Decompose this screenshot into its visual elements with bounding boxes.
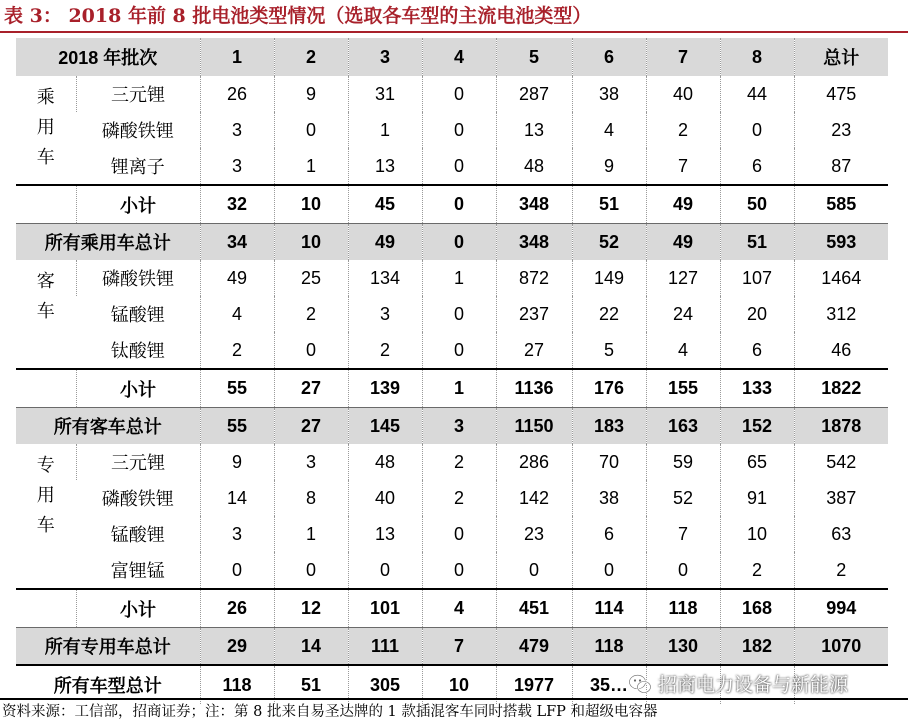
value-cell: 312 (794, 296, 888, 332)
category-label (16, 444, 76, 589)
battery-type-label: 磷酸铁锂 (101, 489, 174, 509)
value-cell: 55 (200, 408, 274, 445)
category-label (16, 76, 76, 185)
value-cell: 1822 (794, 369, 888, 408)
battery-type-label: 锰酸锂 (110, 305, 165, 325)
value-cell: 3 (274, 444, 348, 480)
table-row (16, 552, 888, 589)
battery-type-label: 磷酸铁锂 (101, 121, 174, 141)
category-total-row-label: 所有乘用车总计 (16, 224, 200, 261)
value-cell: 145 (348, 408, 422, 445)
value-cell: 286 (496, 444, 572, 480)
value-cell: 0 (422, 332, 496, 369)
value-cell: 23 (496, 516, 572, 552)
value-cell: 872 (496, 260, 572, 296)
category-label (16, 260, 76, 369)
value-cell: 27 (496, 332, 572, 369)
value-cell: 23 (794, 112, 888, 148)
value-cell: 451 (496, 589, 572, 628)
table-row (16, 112, 888, 148)
value-cell: 155 (646, 369, 720, 408)
table-row (16, 444, 888, 480)
value-cell: 4 (422, 589, 496, 628)
value-cell: 3 (348, 296, 422, 332)
battery-type-label: 富锂锰 (110, 561, 165, 581)
value-cell: 348 (496, 185, 572, 224)
value-cell: 35… (572, 665, 646, 704)
source-note: 资料来源：工信部，招商证券；注：第 8 批来自易圣达牌的 1 款插混客车同时搭载 LFP 和超级电容器 (2, 704, 658, 720)
value-cell: 65 (720, 444, 794, 480)
value-cell: 0 (348, 552, 422, 589)
value-cell: 4 (200, 296, 274, 332)
category-char: 用 (36, 485, 55, 505)
value-cell: 118 (646, 589, 720, 628)
wechat-icon (628, 673, 652, 695)
battery-type-label: 三元锂 (76, 76, 200, 112)
value-cell: 24 (646, 296, 720, 332)
battery-type-label: 锂离子 (110, 157, 165, 177)
value-cell: 0 (422, 224, 496, 261)
value-cell: 87 (794, 148, 888, 185)
category-char: 用 (36, 117, 55, 137)
value-cell: 168 (720, 589, 794, 628)
header-col: 2 (274, 38, 348, 76)
header-col: 1 (200, 38, 274, 76)
header-col: 3 (348, 38, 422, 76)
value-cell: 38 (572, 76, 646, 112)
value-cell: 70 (572, 444, 646, 480)
value-cell: 107 (720, 260, 794, 296)
value-cell: 10 (422, 665, 496, 704)
grand-total-row-label: 所有车型总计 (16, 665, 200, 704)
value-cell: 0 (274, 332, 348, 369)
value-cell: 1878 (794, 408, 888, 445)
value-cell: 142 (496, 480, 572, 516)
value-cell: 44 (720, 76, 794, 112)
value-cell: 3 (422, 408, 496, 445)
value-cell: 1 (422, 369, 496, 408)
value-cell: 29 (200, 628, 274, 666)
value-cell: 133 (720, 369, 794, 408)
table-row (16, 260, 888, 296)
value-cell: 2 (646, 112, 720, 148)
value-cell: 48 (496, 148, 572, 185)
value-cell: 237 (496, 296, 572, 332)
value-cell: 3 (200, 148, 274, 185)
subtotal-row-label: 小计 (76, 589, 200, 628)
category-total-row (16, 224, 888, 261)
category-total-row (16, 408, 888, 445)
value-cell: 9 (274, 76, 348, 112)
category-char: 客 (36, 271, 55, 291)
subtotal-row-label: 小计 (76, 369, 200, 408)
category-char: 乘 (36, 87, 55, 107)
battery-type-table (16, 38, 888, 704)
value-cell: 287 (496, 76, 572, 112)
value-cell: 20 (720, 296, 794, 332)
table-row (16, 148, 888, 185)
value-cell: 163 (646, 408, 720, 445)
value-cell: 2 (794, 552, 888, 589)
subtotal-row-label: 小计 (76, 185, 200, 224)
value-cell: 118 (572, 628, 646, 666)
value-cell: 14 (274, 628, 348, 666)
value-cell: 183 (572, 408, 646, 445)
header-col: 6 (572, 38, 646, 76)
value-cell: 139 (348, 369, 422, 408)
table-row (16, 480, 888, 516)
value-cell: 49 (348, 224, 422, 261)
value-cell: 994 (794, 589, 888, 628)
battery-type-label: 磷酸铁锂 (76, 260, 200, 296)
value-cell: 55 (200, 369, 274, 408)
category-char: 专 (36, 455, 55, 475)
value-cell: 52 (646, 480, 720, 516)
category-total-row (16, 628, 888, 666)
value-cell: 26 (200, 76, 274, 112)
value-cell: 7 (646, 148, 720, 185)
value-cell: 49 (200, 260, 274, 296)
value-cell: 114 (572, 589, 646, 628)
value-cell: 149 (572, 260, 646, 296)
value-cell: 0 (274, 112, 348, 148)
value-cell: 0 (422, 296, 496, 332)
value-cell: 2 (348, 332, 422, 369)
value-cell: 38 (572, 480, 646, 516)
value-cell: 51 (720, 224, 794, 261)
value-cell: 26 (200, 589, 274, 628)
watermark-text: 招商电力设备与新能源 (658, 674, 849, 696)
value-cell: 7 (422, 628, 496, 666)
header-col: 4 (422, 38, 496, 76)
value-cell: 34 (200, 224, 274, 261)
value-cell: 134 (348, 260, 422, 296)
value-cell: 10 (720, 516, 794, 552)
value-cell: 479 (496, 628, 572, 666)
value-cell: 50 (720, 185, 794, 224)
blank-cell (16, 369, 76, 408)
value-cell: 387 (794, 480, 888, 516)
value-cell: 13 (348, 516, 422, 552)
table-row (16, 332, 888, 369)
value-cell: 0 (720, 112, 794, 148)
value-cell: 13 (496, 112, 572, 148)
value-cell: 9 (572, 148, 646, 185)
value-cell: 152 (720, 408, 794, 445)
battery-type-label: 锰酸锂 (110, 525, 165, 545)
value-cell: 12 (274, 589, 348, 628)
value-cell: 9 (200, 444, 274, 480)
value-cell: 593 (794, 224, 888, 261)
value-cell: 127 (646, 260, 720, 296)
value-cell: 6 (720, 148, 794, 185)
watermark (628, 672, 848, 698)
category-total-row-label: 所有专用车总计 (16, 628, 200, 666)
value-cell: 182 (720, 628, 794, 666)
value-cell: 111 (348, 628, 422, 666)
table-row (16, 296, 888, 332)
table-title: 表 3： 2018 年前 8 批电池类型情况（选取各车型的主流电池类型） (4, 5, 592, 27)
value-cell: 0 (422, 148, 496, 185)
category-char: 车 (36, 515, 55, 535)
value-cell: 118 (200, 665, 274, 704)
value-cell: 51 (572, 185, 646, 224)
value-cell: 475 (794, 76, 888, 112)
value-cell: 1464 (794, 260, 888, 296)
value-cell: 1 (422, 260, 496, 296)
value-cell: 49 (646, 185, 720, 224)
value-cell: 63 (794, 516, 888, 552)
value-cell: 101 (348, 589, 422, 628)
value-cell: 0 (422, 112, 496, 148)
value-cell: 40 (646, 76, 720, 112)
table-header-row (16, 38, 888, 76)
value-cell: 6 (720, 332, 794, 369)
header-col: 总计 (794, 38, 888, 76)
header-col: 8 (720, 38, 794, 76)
title-rule (0, 31, 908, 33)
value-cell: 46 (794, 332, 888, 369)
value-cell: 7 (646, 516, 720, 552)
value-cell: 176 (572, 369, 646, 408)
value-cell: 348 (496, 224, 572, 261)
table-row (16, 76, 888, 112)
value-cell: 45 (348, 185, 422, 224)
value-cell: 6 (572, 516, 646, 552)
value-cell: 31 (348, 76, 422, 112)
subtotal-row (16, 589, 888, 628)
value-cell: 1150 (496, 408, 572, 445)
value-cell: 1 (348, 112, 422, 148)
blank-cell (16, 589, 76, 628)
value-cell: 0 (572, 552, 646, 589)
value-cell: 2 (200, 332, 274, 369)
value-cell: 0 (274, 552, 348, 589)
value-cell: 2 (422, 444, 496, 480)
value-cell: 130 (646, 628, 720, 666)
value-cell: 59 (646, 444, 720, 480)
value-cell: 0 (496, 552, 572, 589)
value-cell: 1136 (496, 369, 572, 408)
value-cell: 3 (200, 516, 274, 552)
value-cell: 0 (200, 552, 274, 589)
value-cell: 0 (422, 76, 496, 112)
value-cell: 1 (274, 516, 348, 552)
value-cell: 5 (572, 332, 646, 369)
value-cell: 25 (274, 260, 348, 296)
value-cell: 10 (274, 185, 348, 224)
value-cell: 4 (572, 112, 646, 148)
value-cell: 3 (200, 112, 274, 148)
value-cell: 2 (422, 480, 496, 516)
value-cell: 0 (422, 516, 496, 552)
header-col: 5 (496, 38, 572, 76)
table-row (16, 516, 888, 552)
value-cell: 8 (274, 480, 348, 516)
value-cell: 27 (274, 369, 348, 408)
category-total-row-label: 所有客车总计 (16, 408, 200, 445)
value-cell: 40 (348, 480, 422, 516)
value-cell: 51 (274, 665, 348, 704)
value-cell: 305 (348, 665, 422, 704)
subtotal-row (16, 369, 888, 408)
value-cell: 585 (794, 185, 888, 224)
value-cell: 1 (274, 148, 348, 185)
category-char: 车 (36, 301, 55, 321)
table-body (16, 38, 888, 704)
value-cell: 91 (720, 480, 794, 516)
value-cell: 2 (274, 296, 348, 332)
value-cell: 52 (572, 224, 646, 261)
value-cell: 542 (794, 444, 888, 480)
value-cell: 0 (422, 552, 496, 589)
battery-type-label: 钛酸锂 (110, 341, 165, 361)
value-cell: 1070 (794, 628, 888, 666)
value-cell: 27 (274, 408, 348, 445)
value-cell: 48 (348, 444, 422, 480)
value-cell: 14 (200, 480, 274, 516)
value-cell: 1977 (496, 665, 572, 704)
value-cell: 10 (274, 224, 348, 261)
value-cell: 0 (646, 552, 720, 589)
value-cell: 22 (572, 296, 646, 332)
subtotal-row (16, 185, 888, 224)
footer-rule (0, 698, 908, 700)
value-cell: 4 (646, 332, 720, 369)
value-cell: 0 (422, 185, 496, 224)
battery-type-label: 三元锂 (76, 444, 200, 480)
value-cell: 2 (720, 552, 794, 589)
value-cell: 32 (200, 185, 274, 224)
value-cell: 13 (348, 148, 422, 185)
header-batch-label: 2018 年批次 (16, 38, 200, 76)
header-col: 7 (646, 38, 720, 76)
blank-cell (16, 185, 76, 224)
value-cell: 49 (646, 224, 720, 261)
category-char: 车 (36, 147, 55, 167)
